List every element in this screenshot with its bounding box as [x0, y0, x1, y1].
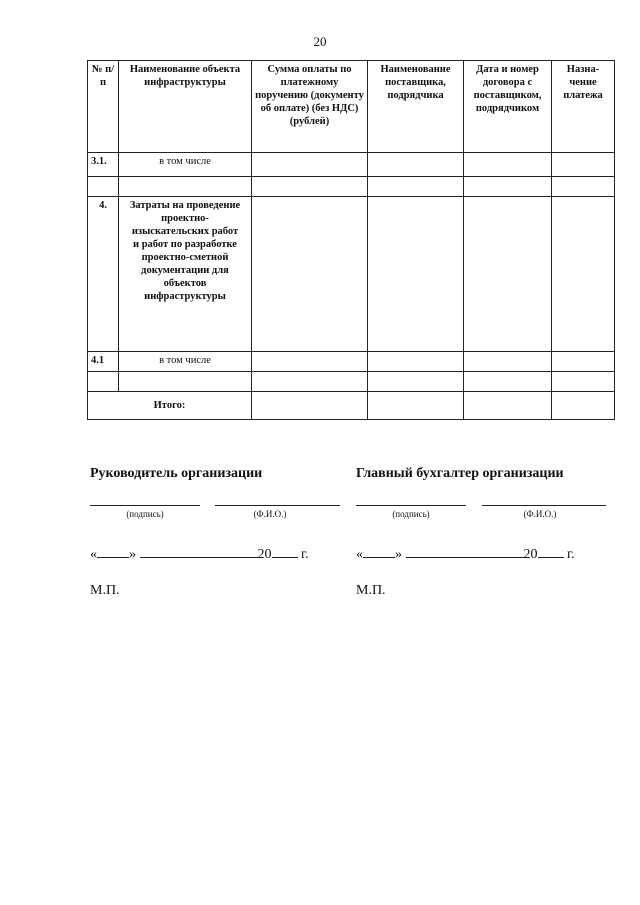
year-blank: [538, 545, 564, 558]
empty-cell: [252, 392, 368, 420]
header-number: № п/п: [88, 61, 119, 153]
empty-cell: [119, 372, 252, 392]
header-payment-purpose: Назна-чение платежа: [552, 61, 615, 153]
accountant-stamp-mark: М.П.: [356, 583, 386, 598]
date-close-quote: »: [129, 547, 136, 562]
year-prefix: 20: [257, 547, 272, 562]
table-row: [88, 372, 615, 392]
table-row: [88, 197, 615, 352]
row-number-cell: 3.1.: [88, 153, 119, 177]
day-blank: [363, 545, 395, 558]
director-name-line: [215, 505, 340, 506]
row-name-cell: Затраты на проведение проектно-изыскательских работ и работ по разработке проектно-сметной документации для объектов инфраструктуры: [119, 197, 252, 352]
date-open-quote: «: [356, 547, 363, 562]
total-label-cell: Итого:: [88, 392, 252, 420]
table-header-row: [88, 61, 615, 153]
empty-cell: [252, 352, 368, 372]
month-blank: [406, 545, 524, 558]
year-prefix: 20: [523, 547, 538, 562]
director-title: Руководитель организации: [90, 466, 263, 481]
empty-cell: [552, 372, 615, 392]
empty-cell: [368, 153, 464, 177]
accountant-title: Главный бухгалтер организации: [356, 466, 564, 481]
report-table: [87, 60, 615, 420]
director-sign-hint: (подпись): [126, 509, 164, 519]
page-number: 20: [313, 34, 327, 49]
date-open-quote: «: [90, 547, 97, 562]
director-signature-line: [90, 505, 200, 506]
empty-cell: [368, 352, 464, 372]
empty-cell: [464, 392, 552, 420]
empty-cell: [119, 177, 252, 197]
table-row: [88, 177, 615, 197]
empty-cell: [368, 177, 464, 197]
table-row: [88, 352, 615, 372]
month-blank: [140, 545, 258, 558]
empty-cell: [464, 372, 552, 392]
accountant-signature-line: [356, 505, 466, 506]
row-number-cell: 4.1: [88, 352, 119, 372]
accountant-sign-hint: (подпись): [392, 509, 430, 519]
header-payment-sum: Сумма оплаты по платежному поручению (документу об оплате) (без НДС) (рублей): [252, 61, 368, 153]
accountant-name-hint: (Ф.И.О.): [523, 509, 557, 519]
year-suffix: г.: [301, 547, 309, 562]
empty-cell: [552, 153, 615, 177]
empty-cell: [464, 197, 552, 352]
empty-cell: [368, 392, 464, 420]
table-row: [88, 153, 615, 177]
empty-cell: [252, 197, 368, 352]
empty-cell: [552, 177, 615, 197]
empty-cell: [552, 392, 615, 420]
director-stamp-mark: М.П.: [90, 583, 120, 598]
day-blank: [97, 545, 129, 558]
header-object-name: Наименование объекта инфраструктуры: [119, 61, 252, 153]
accountant-date-row: [356, 545, 575, 563]
empty-cell: [552, 352, 615, 372]
empty-cell: [464, 352, 552, 372]
empty-cell: [368, 197, 464, 352]
empty-cell: [88, 372, 119, 392]
empty-cell: [368, 372, 464, 392]
header-contract-date-number: Дата и номер договора с поставщиком, подрядчиком: [464, 61, 552, 153]
empty-cell: [464, 153, 552, 177]
empty-cell: [464, 177, 552, 197]
row-name-cell: в том числе: [119, 352, 252, 372]
row-number-cell: 4.: [88, 197, 119, 352]
empty-cell: [252, 177, 368, 197]
row-name-cell: в том числе: [119, 153, 252, 177]
empty-cell: [252, 372, 368, 392]
accountant-name-line: [482, 505, 606, 506]
empty-cell: [252, 153, 368, 177]
empty-cell: [88, 177, 119, 197]
year-suffix: г.: [567, 547, 575, 562]
director-date-row: [90, 545, 309, 563]
director-name-hint: (Ф.И.О.): [253, 509, 287, 519]
date-close-quote: »: [395, 547, 402, 562]
year-blank: [272, 545, 298, 558]
header-supplier-name: Наименование поставщика, подрядчика: [368, 61, 464, 153]
empty-cell: [552, 197, 615, 352]
table-total-row: [88, 392, 615, 420]
